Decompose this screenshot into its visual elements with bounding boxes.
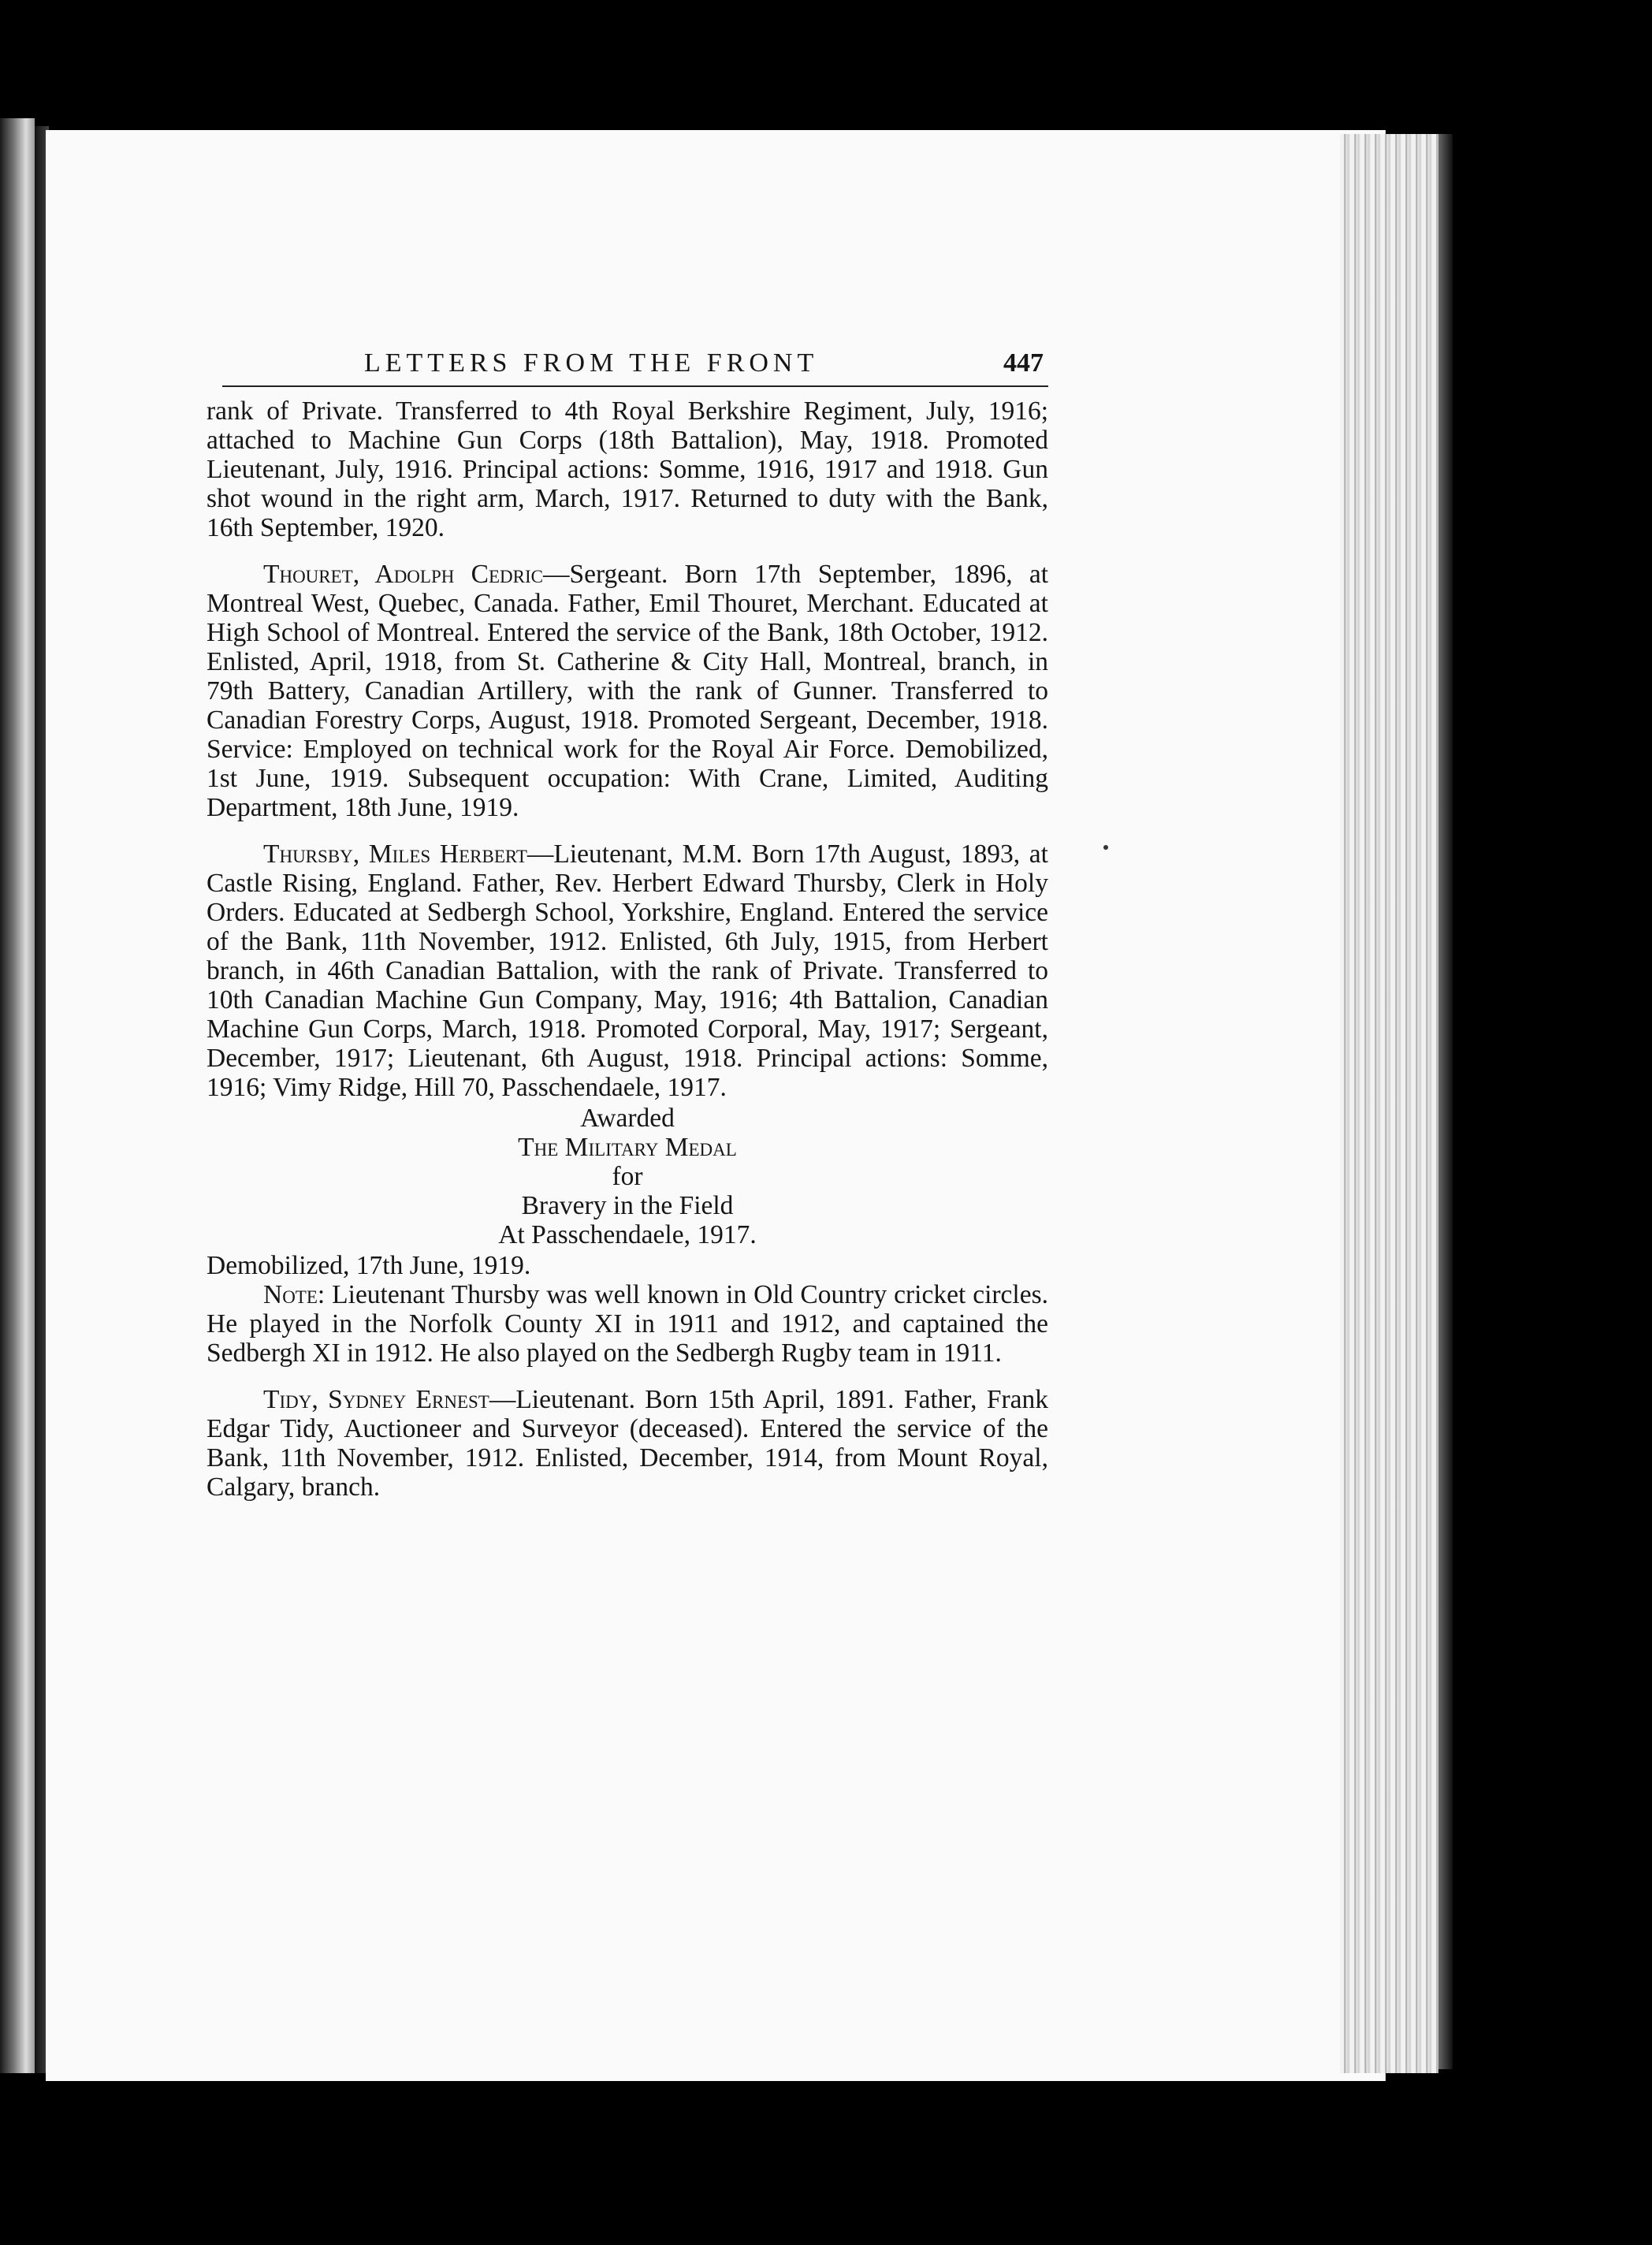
- facing-page-edge: [0, 118, 35, 2073]
- page-stack-shadow: [1438, 134, 1453, 2069]
- entry-name: Thursby, Miles Herbert: [263, 840, 527, 869]
- ink-speck: [1103, 845, 1108, 850]
- note-text: Lieutenant Thursby was well known in Old Country cricket circles. He played in the Norfolk County XI in 1911 and 1912, and captained the Sedbergh XI in 1912. He also played on the Sedbergh Rugby team in 1911.: [206, 1280, 1048, 1368]
- entry-text: —Lieutenant, M.M. Born 17th August, 1893, at Castle Rising, England. Father, Rev. Herbert Edward Thursby, Clerk in Holy Orders. Educated at Sedbergh School, Yorkshire, England. Entered the service of the Bank, 11th November, 1912. Enlisted, 6th July, 1915, from Herbert branch, in 46th Canadian Battalion, with the rank of Private. Transferred to 10th Canadian Machine Gun Company, May, 1916; 4th Battalion, Canadian Machine Gun Corps, March, 1918. Promoted Corporal, May, 1917; Sergeant, December, 1917; Lieutenant, 6th August, 1918. Principal actions: Somme, 1916; Vimy Ridge, Hill 70, Passchendaele, 1917.: [206, 840, 1048, 1102]
- award-citation: [206, 1104, 1048, 1249]
- entry-name: Thouret, Adolph Cedric: [263, 560, 543, 589]
- running-title: LETTERS FROM THE FRONT: [364, 348, 819, 378]
- page-text: [206, 348, 1048, 1502]
- entry-text: —Lieutenant. Born 15th April, 1891. Father, Frank Edgar Tidy, Auctioneer and Surveyor (deceased). Entered the service of the Bank, 11th November, 1912. Enlisted, December, 1914, from Mount Royal, Calgary, branch.: [206, 1385, 1048, 1502]
- award-line: Bravery in the Field: [521, 1191, 734, 1220]
- entry-thouret: [206, 560, 1048, 822]
- entry-tidy: [206, 1385, 1048, 1502]
- award-line: At Passchendaele, 1917.: [498, 1220, 757, 1249]
- page-body: [206, 397, 1048, 1502]
- note-paragraph: [206, 1280, 1048, 1368]
- entry-text: —Sergeant. Born 17th September, 1896, at Montreal West, Quebec, Canada. Father, Emil Thouret, Merchant. Educated at High School of Montreal. Entered the service of the Bank, 18th October, 1912. Enlisted, April, 1918, from St. Catherine & City Hall, Montreal, branch, in 79th Battery, Canadian Artillery, with the rank of Gunner. Transferred to Canadian Forestry Corps, August, 1918. Promoted Sergeant, December, 1918. Service: Employed on technical work for the Royal Air Force. Demobilized, 1st June, 1919. Subsequent occupation: With Crane, Limited, Auditing Department, 18th June, 1919.: [206, 560, 1049, 822]
- award-medal-name: The Military Medal: [518, 1133, 737, 1162]
- note-label: Note:: [263, 1280, 326, 1309]
- award-line: Awarded: [580, 1104, 675, 1133]
- award-line: for: [612, 1162, 643, 1191]
- entry-thursby: [206, 840, 1048, 1102]
- entry-name: Tidy, Sydney Ernest: [263, 1385, 489, 1414]
- running-header: [222, 348, 1048, 387]
- continuation-paragraph: rank of Private. Transferred to 4th Royal Berkshire Regiment, July, 1916; attached to Machine Gun Corps (18th Battalion), May, 1918. Promoted Lieutenant, July, 1916. Principal actions: Somme, 1916, 1917 and 1918. Gun shot wound in the right arm, March, 1917. Returned to duty with the Bank, 16th September, 1920.: [206, 397, 1048, 542]
- page-stack-edge: [1340, 134, 1438, 2073]
- page-number: 447: [1003, 348, 1044, 378]
- demobilized-line: Demobilized, 17th June, 1919.: [206, 1251, 531, 1280]
